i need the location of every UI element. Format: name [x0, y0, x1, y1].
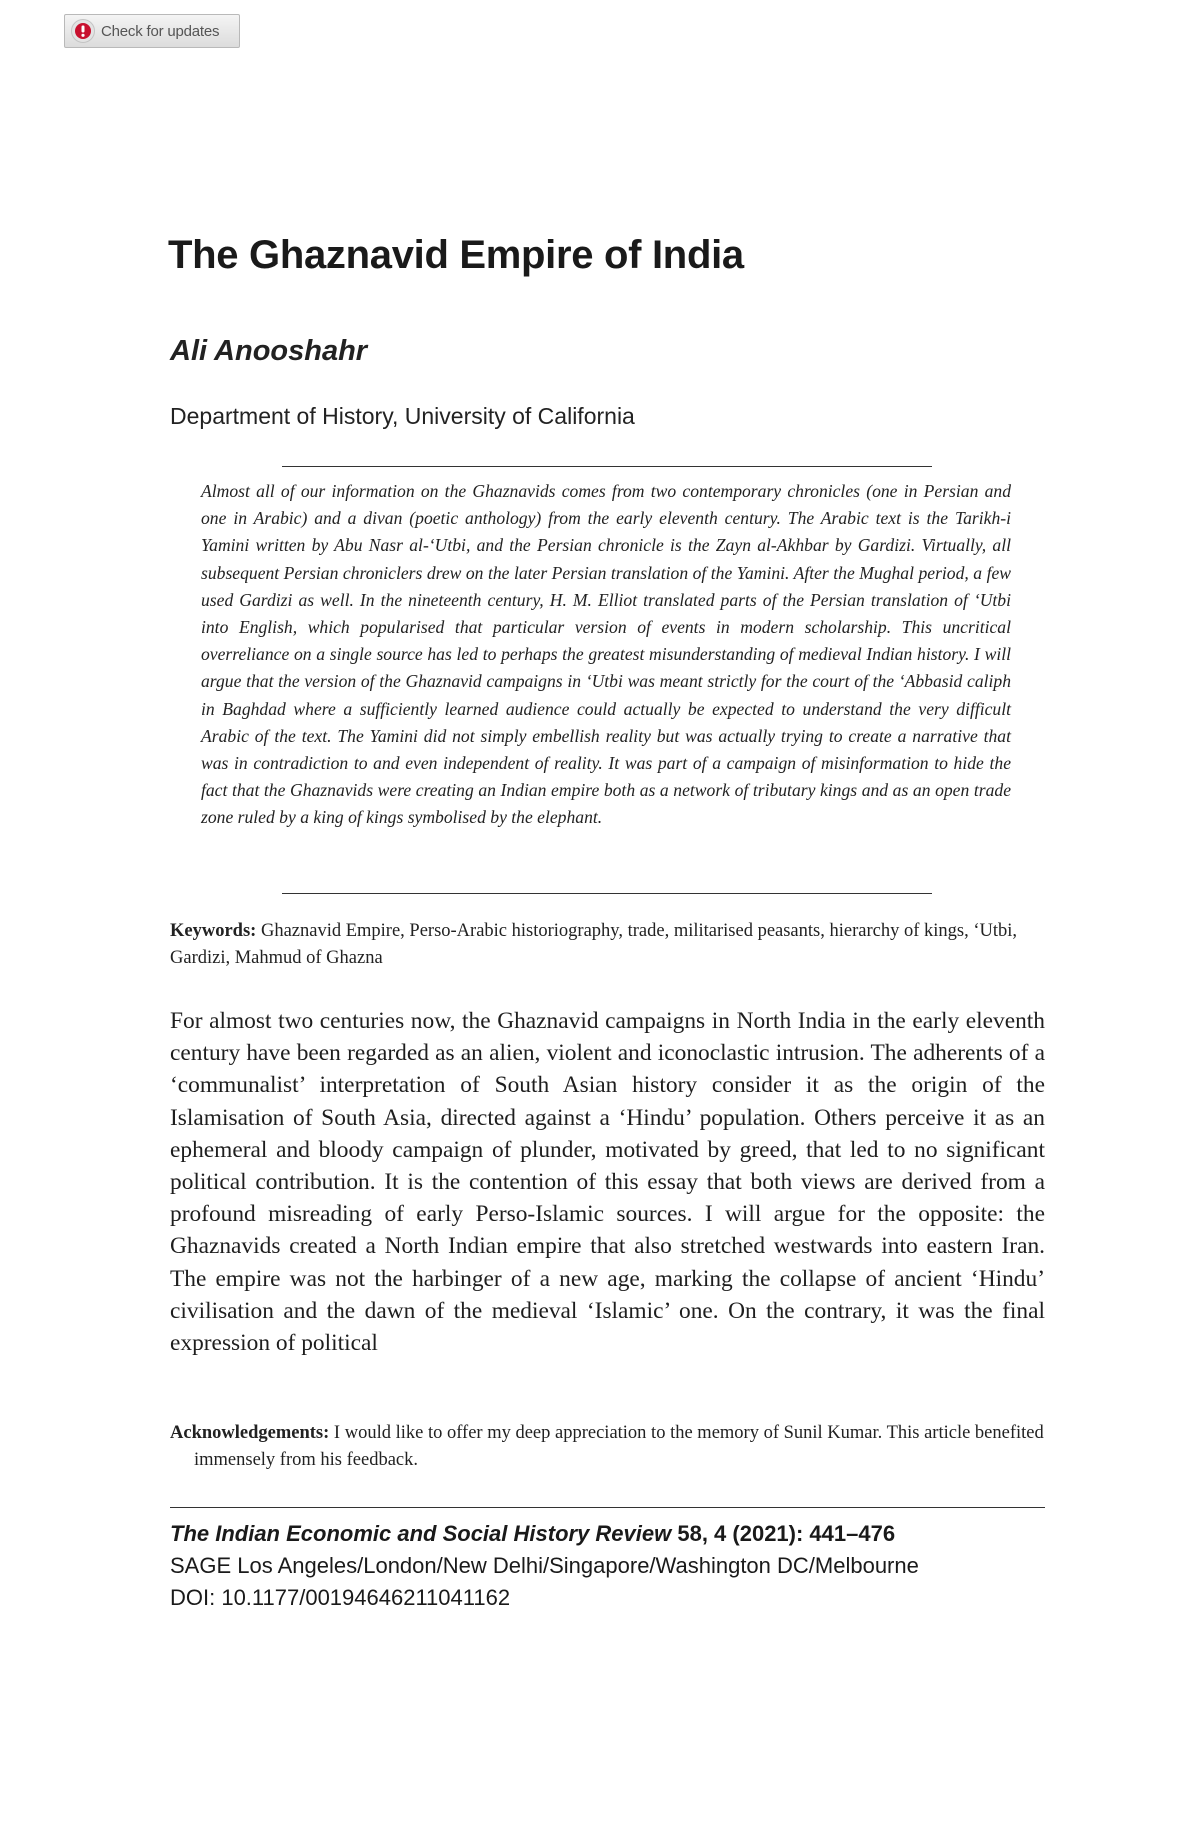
keywords [170, 918, 1045, 972]
footer-rule [170, 1507, 1045, 1508]
crossmark-icon [71, 19, 95, 43]
keywords-label: Keywords: [170, 921, 257, 941]
check-for-updates-badge[interactable] [64, 14, 240, 48]
badge-label: Check for updates [101, 22, 220, 40]
abstract-top-rule [282, 466, 932, 467]
keywords-text: Ghaznavid Empire, Perso-Arabic historiography, trade, militarised peasants, hierarchy of kings, ‘Utbi, Gardizi, Mahmud of Ghazna [170, 921, 1018, 968]
abstract: Almost all of our information on the Ghaznavids comes from two contemporary chronicles (one in Persian and one in Arabic) and a divan (poetic anthology) from the early eleventh century. The Arabic text is the Tarikh-i Yamini written by Abu Nasr al-‘Utbi, and the Persian chronicle is the Zayn al-Akhbar by Gardizi. Virtually, all subsequent Persian chroniclers drew on the later Persian translation of the Yamini. After the Mughal period, a few used Gardizi as well. In the nineteenth century, H. M. Elliot translated parts of the Persian translation of ‘Utbi into English, which popularised that particular version of events in modern scholarship. This uncritical overreliance on a single source has led to perhaps the greatest misunderstanding of medieval Indian history. I will argue that the version of the Ghaznavid campaigns in ‘Utbi was meant strictly for the court of the ‘Abbasid caliph in Baghdad where a sufficiently learned audience could actually be expected to understand the very difficult Arabic of the text. The Yamini did not simply embellish reality but was actually trying to create a narrative that was in contradiction to and even independent of reality. It was part of a campaign of misinformation to hide the fact that the Ghaznavids were creating an Indian empire both as a network of tributary kings and as an open trade zone ruled by a king of kings symbolised by the elephant. [201, 481, 1011, 828]
abstract-bottom-rule [282, 893, 932, 894]
doi-link[interactable]: DOI: 10.1177/00194646211041162 [170, 1585, 511, 1610]
author-name: Ali Anooshahr [170, 335, 368, 367]
body-paragraph: For almost two centuries now, the Ghaznavid campaigns in North India in the early eleventh century have been regarded as an alien, violent and iconoclastic intrusion. The adherents of a ‘communalist’ interpretation of South Asian history consider it as the origin of the Islamisation of South Asia, directed against a ‘Hindu’ population. Others perceive it as an ephemeral and bloody campaign of plunder, motivated by greed, that led to no significant political contribution. It is the contention of this essay that both views are derived from a profound misreading of early Perso-Islamic sources. I will argue for the opposite: the Ghaznavids created a North Indian empire that also stretched westwards into eastern Iran. The empire was not the harbinger of a new age, marking the collapse of ancient ‘Hindu’ civilisation and the dawn of the medieval ‘Islamic’ one. On the contrary, it was the final expression of political [170, 1008, 1045, 1357]
publisher-line: SAGE Los Angeles/London/New Delhi/Singapore/Washington DC/Melbourne [170, 1553, 919, 1578]
citation-footer [170, 1518, 1050, 1614]
author-affiliation: Department of History, University of California [170, 403, 635, 429]
journal-citation [170, 1518, 1050, 1550]
article-title: The Ghaznavid Empire of India [168, 233, 744, 277]
journal-volume: 58, 4 (2021): 441–476 [677, 1521, 896, 1546]
acknowledgements [170, 1420, 1045, 1474]
acknowledgements-label: Acknowledgements: [170, 1423, 330, 1443]
journal-name: The Indian Economic and Social History Review [170, 1521, 672, 1546]
acknowledgements-text: I would like to offer my deep appreciation to the memory of Sunil Kumar. This article benefited immensely from his feedback. [194, 1423, 1044, 1470]
